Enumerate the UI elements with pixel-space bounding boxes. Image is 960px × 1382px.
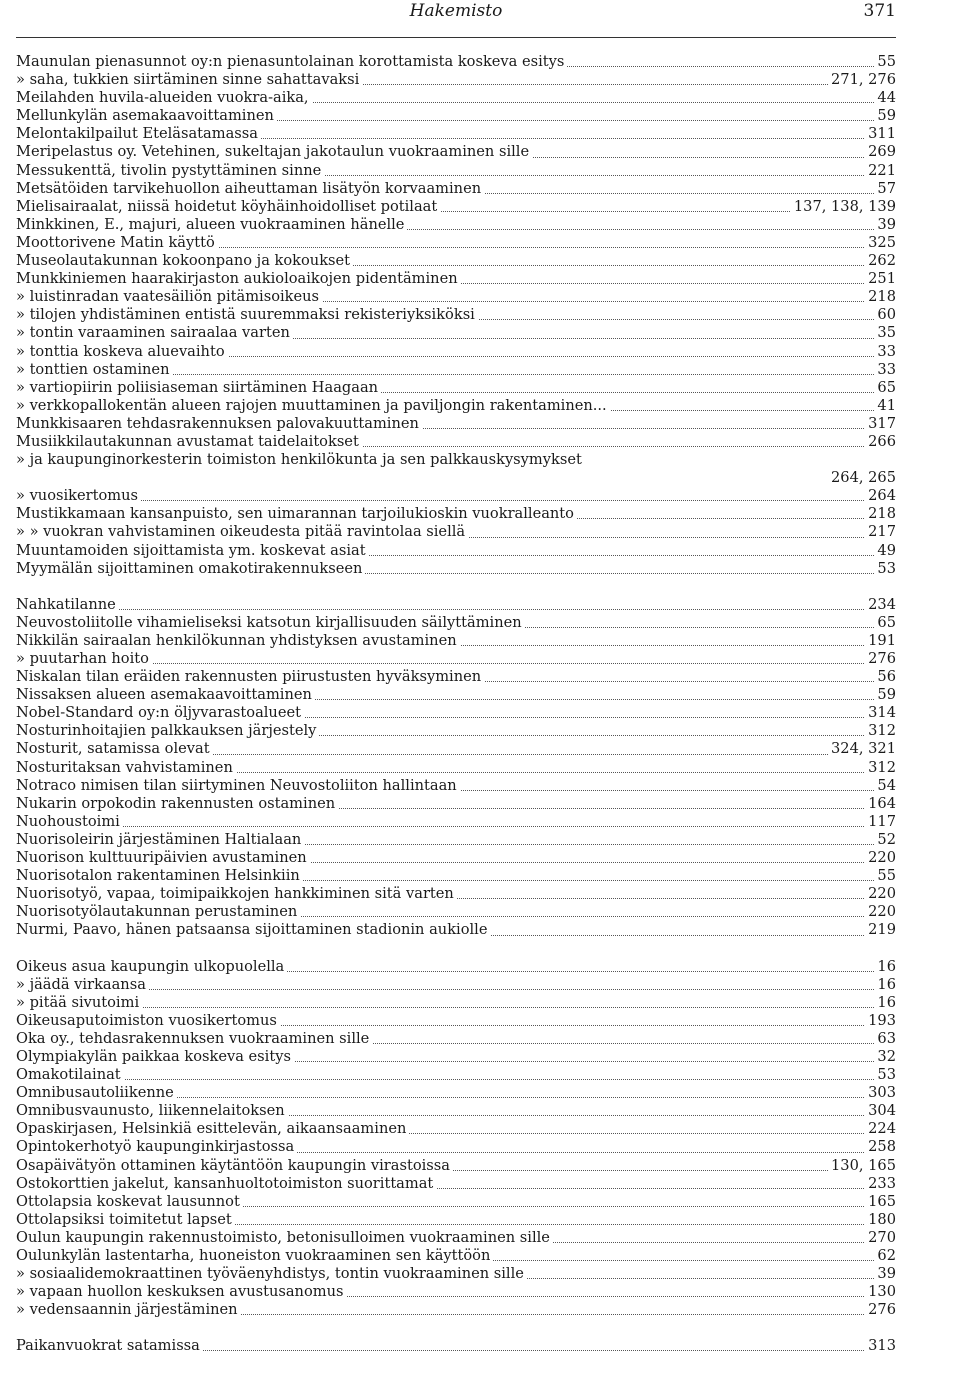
entry-text: Mielisairaalat, niissä hoidetut köyhäinhoidolliset potilaat: [16, 198, 440, 216]
index-entry: [16, 397, 896, 415]
index-entry: [16, 89, 896, 107]
entry-pages: 165: [865, 1193, 896, 1211]
entry-text: Nikkilän sairaalan henkilökunnan yhdistyksen avustaminen: [16, 632, 460, 650]
index-entry: [16, 1229, 896, 1247]
index-entry: [16, 1102, 896, 1120]
entry-pages: 55: [874, 867, 896, 885]
index-entry: [16, 976, 896, 994]
index-entry: [16, 451, 896, 469]
entry-text: Minkkinen, E., majuri, alueen vuokraaminen hänelle: [16, 216, 407, 234]
entry-text: » tontin varaaminen sairaalaa varten: [16, 324, 293, 342]
entry-text: Ostokorttien jakelut, kansanhuoltotoimiston suorittamat: [16, 1175, 436, 1193]
entry-pages: 33: [874, 343, 896, 361]
index-entry: [16, 107, 896, 125]
entry-pages: 39: [874, 216, 896, 234]
entry-pages: 269: [865, 143, 896, 161]
entry-text: Meripelastus oy. Vetehinen, sukeltajan jakotaulun vuokraaminen sille: [16, 143, 532, 161]
entry-text: Musiikkilautakunnan avustamat taidelaitokset: [16, 433, 362, 451]
entry-text: Nosturinhoitajien palkkauksen järjestely: [16, 722, 319, 740]
entry-pages: 258: [865, 1138, 896, 1156]
index-entry: [16, 1048, 896, 1066]
entry-text: » vuosikertomus: [16, 487, 141, 505]
entry-text: Nosturitaksan vahvistaminen: [16, 759, 236, 777]
index-entry: [16, 379, 896, 397]
entry-pages: 164: [865, 795, 896, 813]
entry-text: Osapäivätyön ottaminen käytäntöön kaupungin virastoissa: [16, 1157, 453, 1175]
index-entry: [16, 632, 896, 650]
entry-pages: 65: [874, 614, 896, 632]
entry-text: » vapaan huollon keskuksen avustusanomus: [16, 1283, 346, 1301]
entry-text: Museolautakunnan kokoonpano ja kokoukset: [16, 252, 353, 270]
entry-text: Omnibusvaunusto, liikennelaitoksen: [16, 1102, 288, 1120]
entry-text: Messukenttä, tivolin pystyttäminen sinne: [16, 162, 324, 180]
header-rule: [16, 37, 896, 38]
entry-pages: 137, 138, 139: [791, 198, 896, 216]
index-entry: [16, 1120, 896, 1138]
index-entry: [16, 252, 896, 270]
index-entry: [16, 650, 896, 668]
index-entry: [16, 1211, 896, 1229]
index-entries: [16, 53, 896, 1355]
index-entry: [16, 1193, 896, 1211]
index-entry: [16, 596, 896, 614]
entry-text: » tilojen yhdistäminen entistä suuremmaksi rekisteriyksiköksi: [16, 306, 478, 324]
entry-pages: 53: [874, 560, 896, 578]
index-entry: [16, 777, 896, 795]
entry-text: Munkkisaaren tehdasrakennuksen palovakuuttaminen: [16, 415, 422, 433]
index-entry: [16, 198, 896, 216]
entry-text: » sosiaalidemokraattinen työväenyhdistys, tontin vuokraaminen sille: [16, 1265, 527, 1283]
entry-pages: 264, 265: [828, 469, 896, 486]
entry-text: Metsätöiden tarvikehuollon aiheuttaman lisätyön korvaaminen: [16, 180, 484, 198]
leader-dots: [22, 1007, 890, 1008]
entry-text: » pitää sivutoimi: [16, 994, 142, 1012]
index-entry: [16, 1175, 896, 1193]
entry-pages: 44: [874, 89, 896, 107]
index-entry: [16, 958, 896, 976]
index-entry: [16, 1265, 896, 1283]
entry-pages: 39: [874, 1265, 896, 1283]
index-entry: [16, 867, 896, 885]
entry-text: Nuorisoleirin järjestäminen Haltialaan: [16, 831, 304, 849]
entry-pages: 193: [865, 1012, 896, 1030]
entry-pages: 325: [865, 234, 896, 252]
entry-text: Oulunkylän lastentarha, huoneiston vuokraaminen sen käyttöön: [16, 1247, 493, 1265]
entry-text: Neuvostoliitolle vihamieliseksi katsotun kirjallisuuden säilyttäminen: [16, 614, 525, 632]
index-entry: [16, 831, 896, 849]
entry-text: » luistinradan vaatesäiliön pitämisoikeus: [16, 288, 322, 306]
entry-pages: 16: [874, 958, 896, 976]
entry-pages: 60: [874, 306, 896, 324]
entry-pages: 53: [874, 1066, 896, 1084]
entry-text: Ottolapsia koskevat lausunnot: [16, 1193, 243, 1211]
index-entry: [16, 216, 896, 234]
entry-pages: 304: [865, 1102, 896, 1120]
entry-text: » » vuokran vahvistaminen oikeudesta pitää ravintolaa siellä: [16, 523, 468, 541]
index-entry: [16, 849, 896, 867]
leader-dots: [22, 989, 890, 990]
entry-pages: 262: [865, 252, 896, 270]
entry-pages: 32: [874, 1048, 896, 1066]
index-entry: [16, 1157, 896, 1175]
entry-text: Opaskirjasen, Helsinkiä esittelevän, aikaansaaminen: [16, 1120, 409, 1138]
index-entry: [16, 813, 896, 831]
index-entry: [16, 795, 896, 813]
leader-dots: [22, 826, 890, 827]
entry-pages: 130, 165: [828, 1157, 896, 1175]
entry-pages: 65: [874, 379, 896, 397]
index-entry: [16, 1066, 896, 1084]
leader-dots: [22, 663, 890, 664]
index-entry: [16, 1301, 896, 1319]
entry-text: Nuorison kulttuuripäivien avustaminen: [16, 849, 310, 867]
index-entry: [16, 994, 896, 1012]
entry-text: Nobel-Standard oy:n öljyvarastoalueet: [16, 704, 304, 722]
entry-text: Nuorisotyölautakunnan perustaminen: [16, 903, 300, 921]
entry-text: Nuorisotalon rakentaminen Helsinkiin: [16, 867, 303, 885]
entry-text: Nosturit, satamissa olevat: [16, 740, 213, 758]
index-entry: [16, 433, 896, 451]
index-entry: [16, 143, 896, 161]
running-title: Hakemisto: [409, 1, 503, 21]
entry-text: Nuorisotyö, vapaa, toimipaikkojen hankkiminen sitä varten: [16, 885, 457, 903]
entry-text: Nukarin orpokodin rakennusten ostaminen: [16, 795, 338, 813]
entry-pages: 313: [865, 1337, 896, 1355]
entry-pages: 324, 321: [828, 740, 896, 758]
entry-text: Meilahden huvila-alueiden vuokra-aika,: [16, 89, 312, 107]
entry-pages: 41: [874, 397, 896, 415]
entry-pages: 220: [865, 885, 896, 903]
entry-pages: 62: [874, 1247, 896, 1265]
entry-pages: 54: [874, 777, 896, 795]
entry-pages: 49: [874, 542, 896, 560]
index-entry: [16, 523, 896, 541]
entry-pages: 303: [865, 1084, 896, 1102]
index-entry: [16, 288, 896, 306]
index-entry: [16, 1138, 896, 1156]
index-entry: [16, 704, 896, 722]
index-entry: [16, 1084, 896, 1102]
index-entry: [16, 921, 896, 939]
entry-text: Paikanvuokrat satamissa: [16, 1337, 203, 1355]
index-entry: [16, 361, 896, 379]
entry-pages: 314: [865, 704, 896, 722]
leader-dots: [22, 1079, 890, 1080]
entry-text: Oulun kaupungin rakennustoimisto, betonisulloimen vuokraaminen sille: [16, 1229, 553, 1247]
entry-text: Notraco nimisen tilan siirtyminen Neuvostoliiton hallintaan: [16, 777, 460, 795]
entry-pages: 312: [865, 722, 896, 740]
entry-pages: 221: [865, 162, 896, 180]
index-entry: [16, 53, 896, 71]
entry-pages: 264: [865, 487, 896, 505]
entry-pages: 16: [874, 994, 896, 1012]
index-entry: [16, 903, 896, 921]
index-entry: [16, 415, 896, 433]
entry-pages: 220: [865, 849, 896, 867]
entry-text: » tonttien ostaminen: [16, 361, 172, 379]
entry-text: Myymälän sijoittaminen omakotirakennukseen: [16, 560, 365, 578]
entry-text: Ottolapsiksi toimitetut lapset: [16, 1211, 235, 1229]
entry-pages: 57: [874, 180, 896, 198]
entry-text: Nissaksen alueen asemakaavoittaminen: [16, 686, 315, 704]
entry-pages: 220: [865, 903, 896, 921]
entry-text: Muuntamoiden sijoittamista ym. koskevat asiat: [16, 542, 369, 560]
index-entry: [16, 324, 896, 342]
index-entry: [16, 722, 896, 740]
entry-pages: 234: [865, 596, 896, 614]
index-entry: [16, 1247, 896, 1265]
entry-pages: 59: [874, 107, 896, 125]
entry-pages: 35: [874, 324, 896, 342]
entry-text: » verkkopallokentän alueen rajojen muuttaminen ja paviljongin rakentaminen...: [16, 397, 610, 415]
entry-pages: 180: [865, 1211, 896, 1229]
entry-pages: 224: [865, 1120, 896, 1138]
entry-text: Oka oy., tehdasrakennuksen vuokraaminen sille: [16, 1030, 372, 1048]
entry-text: » saha, tukkien siirtäminen sinne sahattavaksi: [16, 71, 362, 89]
index-entry: [16, 487, 896, 505]
index-entry: [16, 560, 896, 578]
index-entry: [16, 1337, 896, 1355]
index-entry: [16, 505, 896, 523]
entry-pages: 218: [865, 505, 896, 523]
index-entry: [16, 759, 896, 777]
entry-text: Melontakilpailut Eteläsatamassa: [16, 125, 261, 143]
entry-text: » ja kaupunginorkesterin toimiston henkilökunta ja sen palkkauskysymykset: [16, 451, 585, 469]
entry-pages: 312: [865, 759, 896, 777]
entry-pages: 266: [865, 433, 896, 451]
entry-pages: 117: [865, 813, 896, 831]
index-entry: [16, 71, 896, 89]
entry-pages: 311: [865, 125, 896, 143]
entry-pages: 271, 276: [828, 71, 896, 89]
index-entry: [16, 180, 896, 198]
entry-pages: 56: [874, 668, 896, 686]
entry-text: Nurmi, Paavo, hänen patsaansa sijoittaminen stadionin aukiolle: [16, 921, 490, 939]
entry-text: » tonttia koskeva aluevaihto: [16, 343, 228, 361]
entry-pages: 276: [865, 650, 896, 668]
entry-text: Nuohoustoimi: [16, 813, 123, 831]
entry-pages: 270: [865, 1229, 896, 1247]
entry-text: Oikeus asua kaupungin ulkopuolella: [16, 958, 287, 976]
entry-text: » vartiopiirin poliisiaseman siirtäminen Haagaan: [16, 379, 381, 397]
entry-pages: 317: [865, 415, 896, 433]
index-entry: [16, 270, 896, 288]
entry-text: Moottorivene Matin käyttö: [16, 234, 218, 252]
entry-text: Nahkatilanne: [16, 596, 119, 614]
entry-pages: 233: [865, 1175, 896, 1193]
entry-pages: 219: [865, 921, 896, 939]
index-entry: [16, 686, 896, 704]
entry-text: Munkkiniemen haarakirjaston aukioloaikojen pidentäminen: [16, 270, 461, 288]
page-number: 371: [863, 1, 896, 21]
entry-text: » puutarhan hoito: [16, 650, 152, 668]
index-entry: [16, 1012, 896, 1030]
entry-pages: 52: [874, 831, 896, 849]
entry-text: Olympiakylän paikkaa koskeva esitys: [16, 1048, 294, 1066]
entry-pages: 251: [865, 270, 896, 288]
entry-pages: 63: [874, 1030, 896, 1048]
index-entry: [16, 1030, 896, 1048]
index-entry: [16, 125, 896, 143]
entry-text: » jäädä virkaansa: [16, 976, 149, 994]
index-entry: [16, 234, 896, 252]
entry-pages: 276: [865, 1301, 896, 1319]
entry-text: Mellunkylän asemakaavoittaminen: [16, 107, 277, 125]
entry-pages: 217: [865, 523, 896, 541]
index-entry: [16, 306, 896, 324]
entry-text: Omnibusautoliikenne: [16, 1084, 177, 1102]
entry-text: Niskalan tilan eräiden rakennusten piirustusten hyväksyminen: [16, 668, 484, 686]
entry-text: » vedensaannin järjestäminen: [16, 1301, 241, 1319]
entry-pages: 33: [874, 361, 896, 379]
entry-pages: 16: [874, 976, 896, 994]
page-header: [16, 0, 896, 24]
entry-pages: 55: [874, 53, 896, 71]
index-entry: [16, 1283, 896, 1301]
index-entry: [16, 614, 896, 632]
index-entry: [16, 469, 896, 487]
index-entry: [16, 162, 896, 180]
leader-dots: [22, 609, 890, 610]
index-entry: [16, 668, 896, 686]
entry-text: Oikeusaputoimiston vuosikertomus: [16, 1012, 280, 1030]
entry-text: Omakotilainat: [16, 1066, 124, 1084]
entry-pages: 218: [865, 288, 896, 306]
entry-text: Maunulan pienasunnot oy:n pienasuntolainan korottamista koskeva esitys: [16, 53, 567, 71]
index-entry: [16, 740, 896, 758]
index-entry: [16, 343, 896, 361]
entry-text: Mustikkamaan kansanpuisto, sen uimarannan tarjoilukioskin vuokralleanto: [16, 505, 577, 523]
entry-text: Opintokerhotyö kaupunginkirjastossa: [16, 1138, 297, 1156]
index-entry: [16, 542, 896, 560]
index-entry: [16, 885, 896, 903]
entry-pages: 191: [865, 632, 896, 650]
leader-dots: [22, 500, 890, 501]
entry-pages: 59: [874, 686, 896, 704]
entry-pages: 130: [865, 1283, 896, 1301]
